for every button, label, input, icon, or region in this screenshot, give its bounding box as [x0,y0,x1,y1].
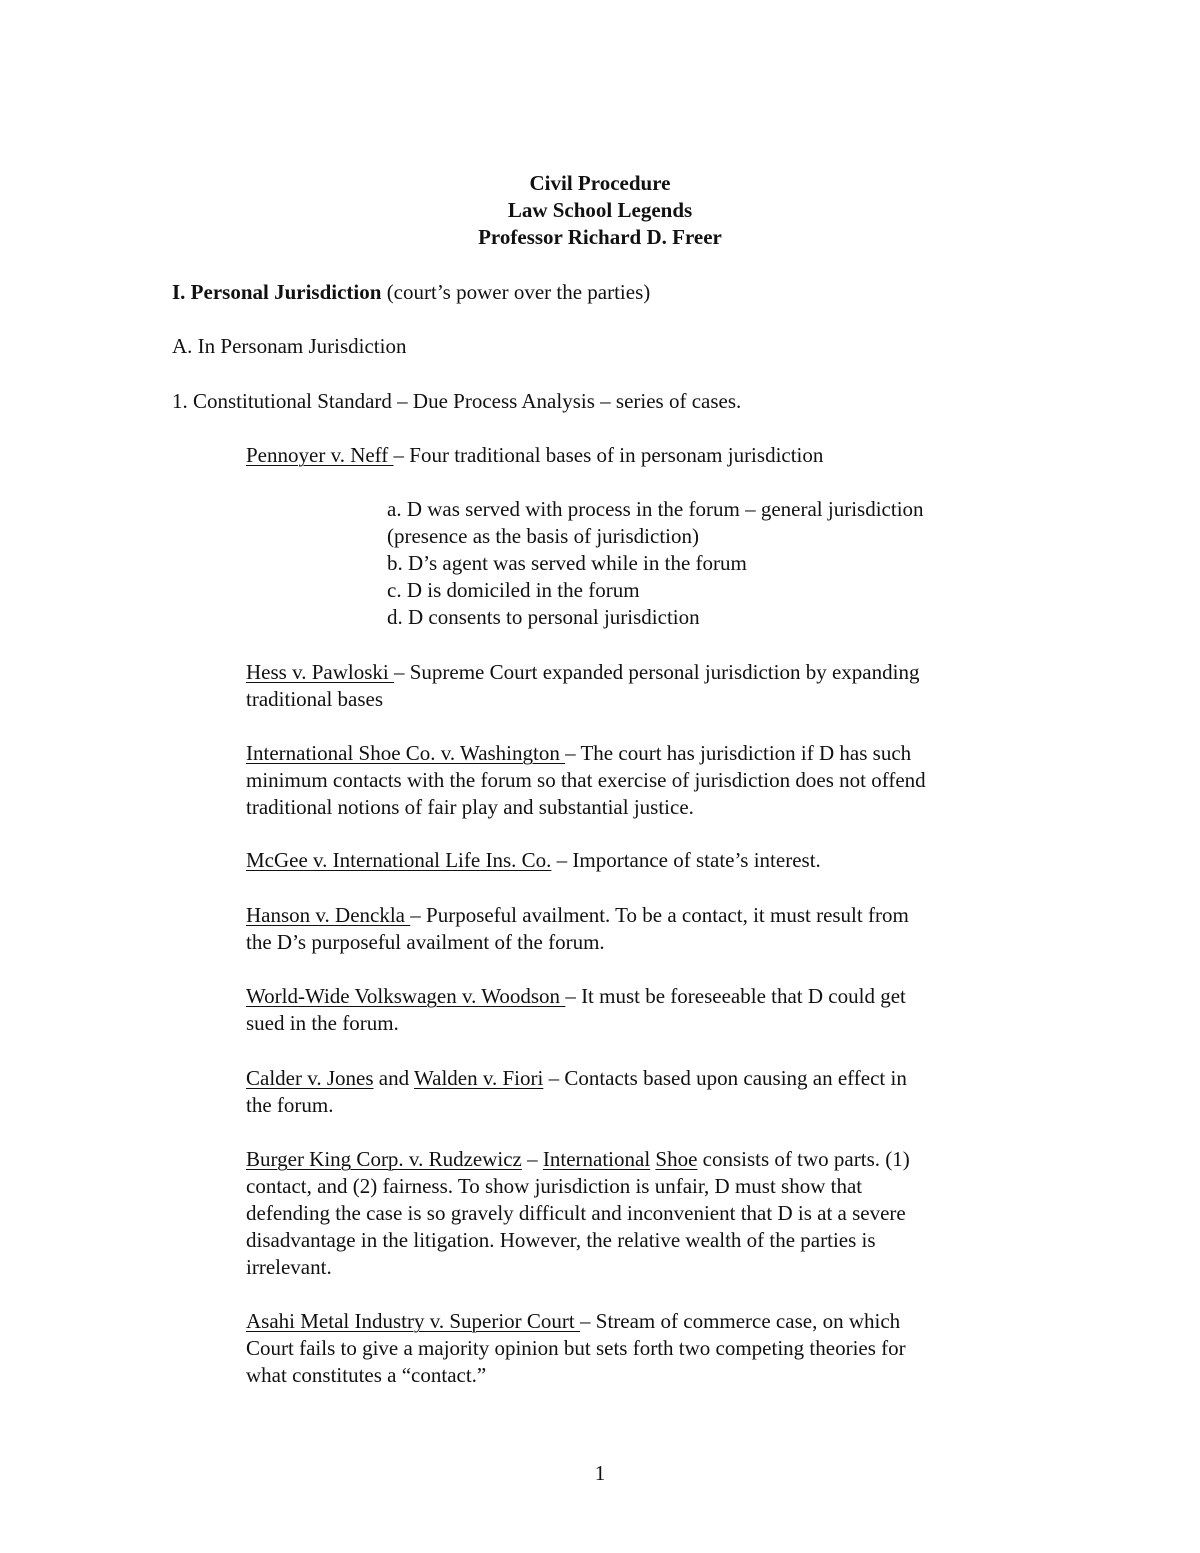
case-name: Pennoyer v. Neff [246,443,394,467]
basis-item: a. D was served with process in the forum – general jurisdiction [387,497,924,521]
case-entry-burger-king [246,1146,910,1173]
case-entry-mcgee [246,847,821,874]
case-summary-line: sued in the forum. [246,1011,399,1035]
case-name: McGee v. International Life Ins. Co. [246,848,552,872]
basis-item: d. D consents to personal jurisdiction [387,605,700,629]
case-name: World-Wide Volkswagen v. Woodson [246,984,566,1008]
case-name: Hanson v. Denckla [246,903,411,927]
basis-item: b. D’s agent was served while in the forum [387,551,747,575]
case-entry-hess [246,659,919,686]
case-summary-line: the D’s purposeful availment of the forum. [246,930,605,954]
dash: – [521,1147,543,1171]
case-name: Walden v. Fiori [413,1066,544,1090]
doc-author: Professor Richard D. Freer [478,225,722,249]
case-entry-wwv [246,983,906,1010]
case-summary: – Purposeful availment. To be a contact, it must result from [410,903,909,927]
case-name: Hess v. Pawloski [246,660,394,684]
case-reference: Shoe [655,1147,698,1171]
case-entry-hanson [246,902,909,929]
case-summary: – Contacts based upon causing an effect in [543,1066,907,1090]
case-reference: International [542,1147,651,1171]
case-summary-line: Court fails to give a majority opinion but sets forth two competing theories for [246,1336,906,1360]
case-summary-line: traditional notions of fair play and substantial justice. [246,795,694,819]
case-name: Asahi Metal Industry v. Superior Court [246,1309,581,1333]
doc-subtitle: Law School Legends [507,198,693,222]
doc-title: Civil Procedure [529,171,671,195]
section-heading [172,279,650,306]
case-summary-line: the forum. [246,1093,334,1117]
case-summary: – The court has jurisdiction if D has such [565,741,912,765]
case-summary-line: traditional bases [246,687,384,711]
case-summary-line: disadvantage in the litigation. However, the relative wealth of the parties is [246,1228,876,1252]
section-heading-title: I. Personal Jurisdiction [172,280,382,304]
basis-item: (presence as the basis of jurisdiction) [387,524,699,548]
case-summary: – Supreme Court expanded personal jurisdiction by expanding [393,660,920,684]
conjunction: and [373,1066,414,1090]
case-name: International Shoe Co. v. Washington [246,741,566,765]
case-entry-calder-walden [246,1065,907,1092]
case-summary-line: contact, and (2) fairness. To show jurisdiction is unfair, D must show that [246,1174,863,1198]
case-entry-asahi [246,1308,900,1335]
case-summary-line: what constitutes a “contact.” [246,1363,487,1387]
case-summary: – Four traditional bases of in personam jurisdiction [393,443,824,467]
case-summary-line: defending the case is so gravely difficult and inconvenient that D is at a severe [246,1201,906,1225]
item-heading: 1. Constitutional Standard – Due Process Analysis – series of cases. [172,389,742,413]
subsection-heading: A. In Personam Jurisdiction [172,334,407,358]
case-summary-line: minimum contacts with the forum so that exercise of jurisdiction does not offend [246,768,926,792]
case-summary: – Stream of commerce case, on which [580,1309,901,1333]
case-summary-line: irrelevant. [246,1255,332,1279]
case-summary: – Importance of state’s interest. [551,848,821,872]
case-name: Calder v. Jones [246,1066,374,1090]
case-summary: consists of two parts. (1) [697,1147,910,1171]
basis-item: c. D is domiciled in the forum [387,578,640,602]
case-name: Burger King Corp. v. Rudzewicz [246,1147,522,1171]
case-entry-intl-shoe [246,740,911,767]
case-summary: – It must be foreseeable that D could get [565,984,906,1008]
case-entry-pennoyer [246,442,823,469]
page-number: 1 [594,1461,606,1485]
section-heading-note: (court’s power over the parties) [381,280,651,304]
